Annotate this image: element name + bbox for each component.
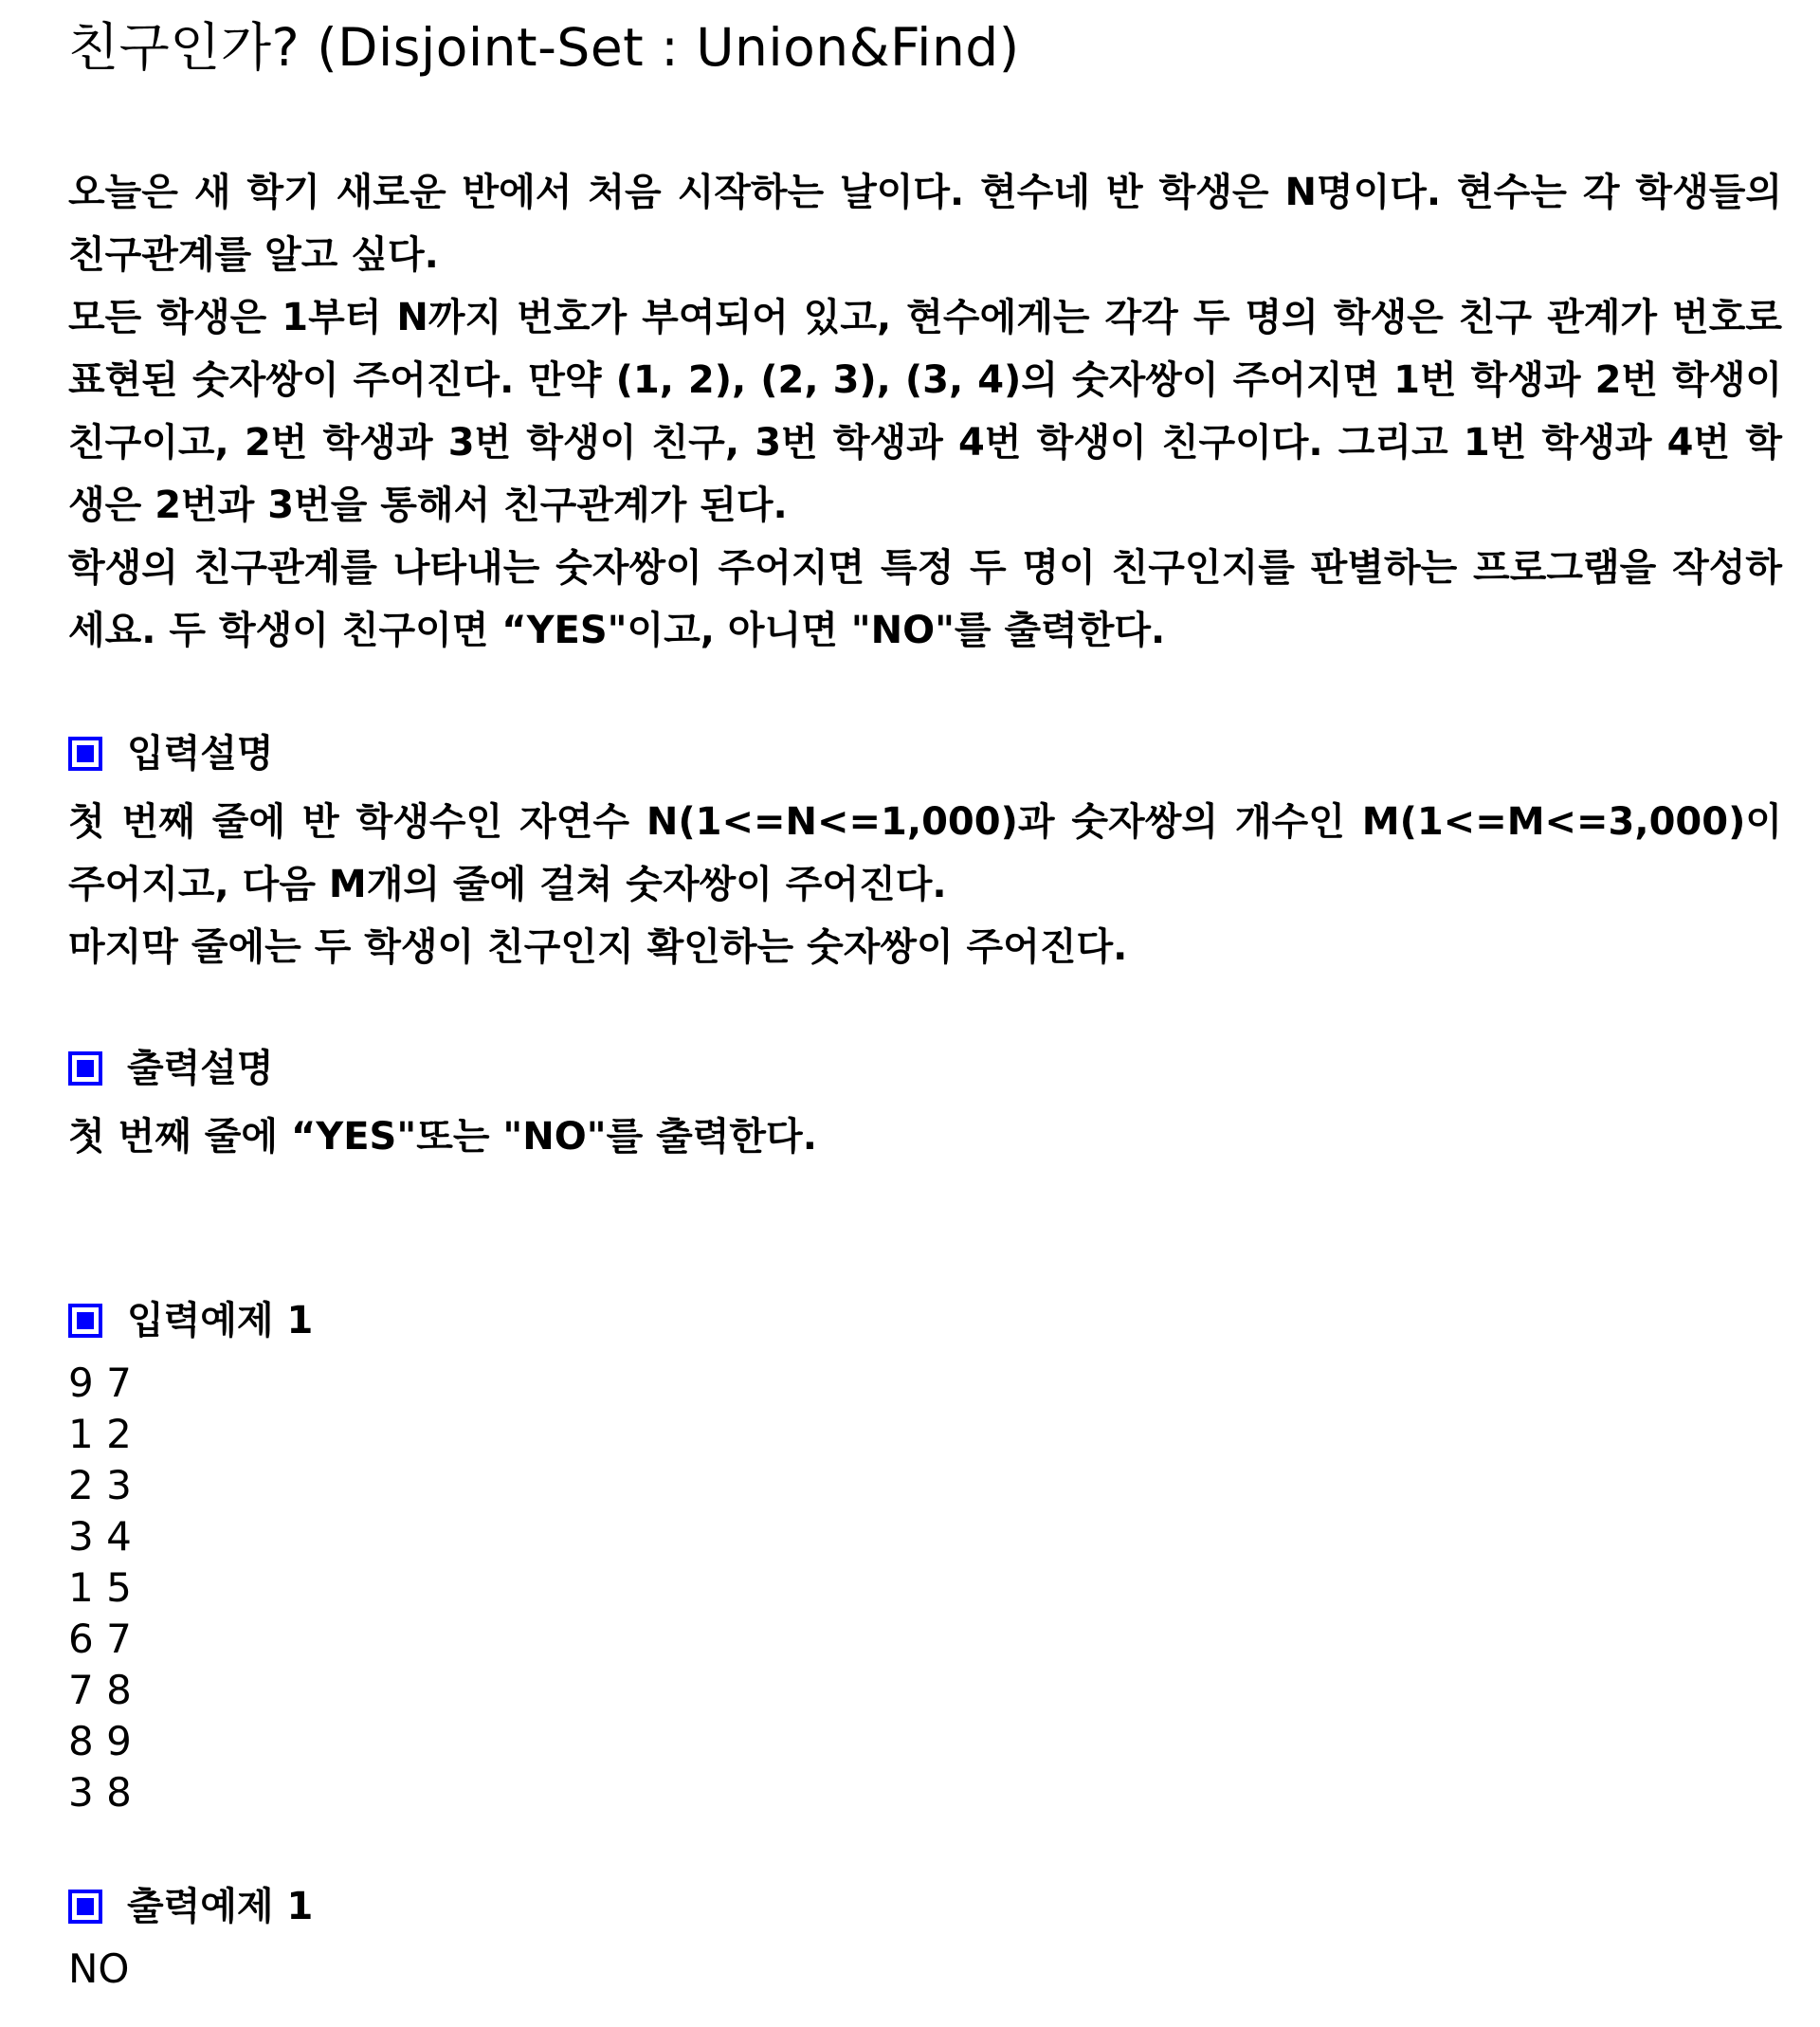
- example-input-line: 7 8: [68, 1667, 132, 1713]
- example-input-line: 1 5: [68, 1564, 132, 1611]
- example-input-line: 6 7: [68, 1616, 132, 1662]
- blue-square-icon: [68, 1890, 102, 1924]
- description-paragraph-1: 오늘은 새 학기 새로운 반에서 처음 시작하는 날이다. 현수네 반 학생은 N명이다. 현수는 각 학생들의 친구관계를 알고 싶다.: [68, 171, 1782, 277]
- example-input-line: 9 7: [68, 1360, 132, 1406]
- blue-square-icon: [68, 1304, 102, 1338]
- problem-title: 친구인가? (Disjoint-Set : Union&Find): [68, 17, 1020, 78]
- example-input-label: 입력예제 1: [127, 1299, 314, 1342]
- example-output-heading: [68, 1883, 313, 1930]
- example-input-line: 3 8: [68, 1769, 132, 1816]
- output-description-label: 출력설명: [127, 1047, 274, 1090]
- example-input-block: [68, 1358, 132, 1818]
- input-description-label: 입력설명: [127, 732, 274, 776]
- example-input-line: 2 3: [68, 1462, 132, 1508]
- example-output-label: 출력예제 1: [127, 1885, 314, 1928]
- example-input-heading: [68, 1297, 313, 1344]
- output-description-heading: [68, 1045, 274, 1092]
- blue-square-icon: [68, 737, 102, 771]
- example-output-line: NO: [68, 1945, 130, 1992]
- input-description-text: 첫 번째 줄에 반 학생수인 자연수 N(1<=N<=1,000)과 숫자쌍의 개수인 M(1<=M<=3,000)이 주어지고, 다음 M개의 줄에 걸쳐 숫자쌍이 주어진다. 마지막 줄에는 두 학생이 친구인지 확인하는 숫자쌍이 주어진다.: [68, 800, 1782, 969]
- example-input-line: 8 9: [68, 1718, 132, 1764]
- example-output-block: [68, 1944, 129, 1995]
- blue-square-icon: [68, 1051, 102, 1086]
- input-description-heading: [68, 730, 274, 777]
- output-description-text: 첫 번째 줄에 “YES"또는 "NO"를 출력한다.: [68, 1115, 817, 1159]
- example-input-line: 3 4: [68, 1513, 132, 1560]
- example-input-line: 1 2: [68, 1411, 132, 1457]
- description-paragraph-2: 모든 학생은 1부터 N까지 번호가 부여되어 있고, 현수에게는 각각 두 명의 학생은 친구 관계가 번호로 표현된 숫자쌍이 주어진다. 만약 (1, 2), (2, 3), (3, 4)의 숫자쌍이 주어지면 1번 학생과 2번 학생이 친구이고, 2번 학생과 3번 학생이 친구, 3번 학생과 4번 학생이 친구이다. 그리고 1번 학생과 4번 학생은 2번과 3번을 통해서 친구관계가 된다.: [68, 296, 1782, 527]
- description-paragraph-3: 학생의 친구관계를 나타내는 숫자쌍이 주어지면 특정 두 명이 친구인지를 판별하는 프로그램을 작성하세요. 두 학생이 친구이면 “YES"이고, 아니면 "NO"를 출력한다.: [68, 546, 1782, 652]
